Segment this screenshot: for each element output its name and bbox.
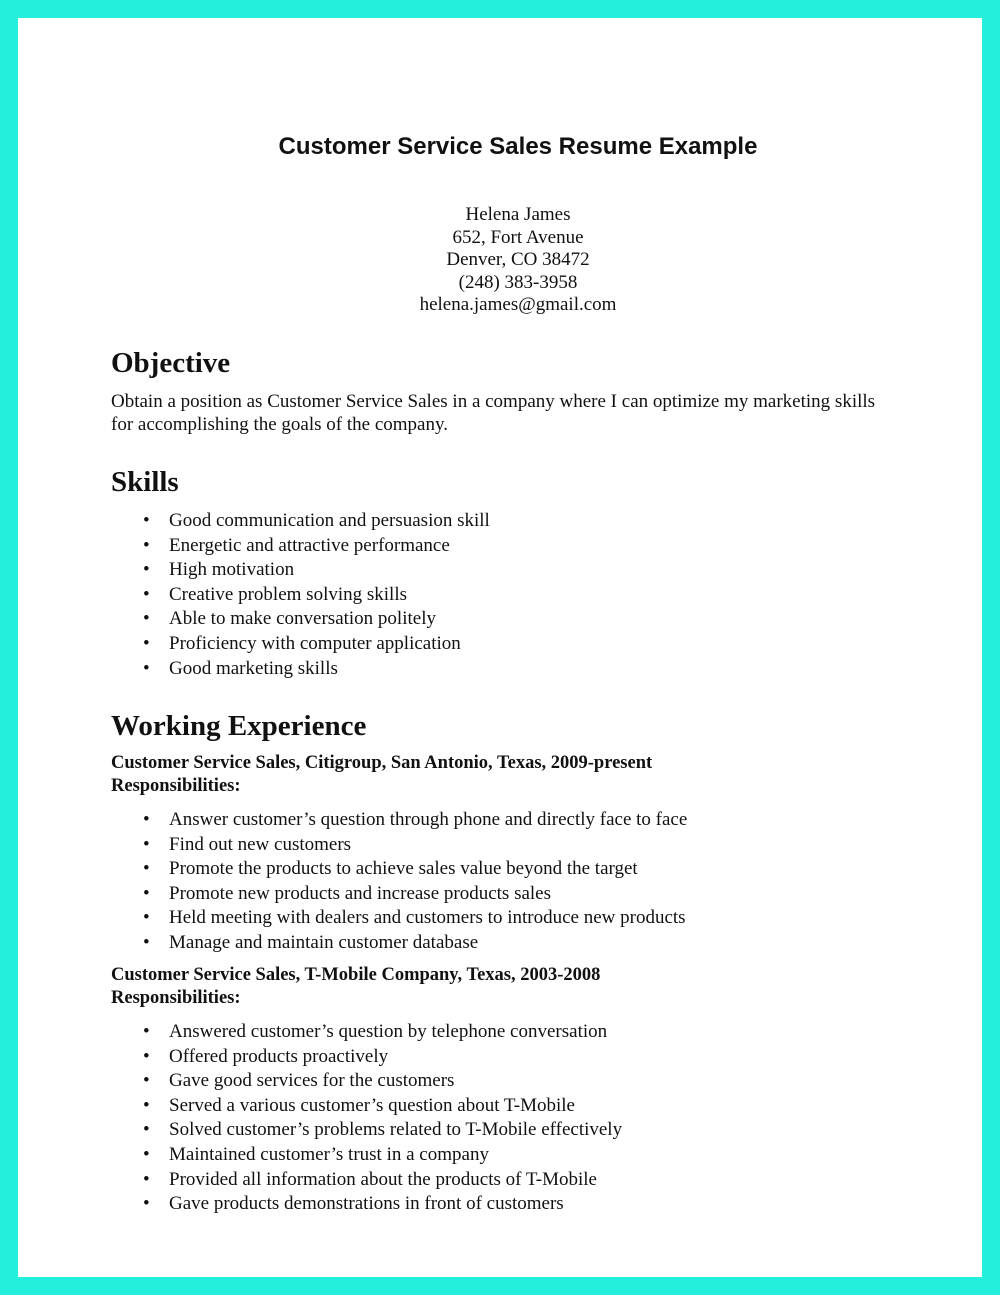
job-2-title: Customer Service Sales, T-Mobile Company, Texas, 2003-2008 — [111, 965, 601, 985]
contact-name: Helena James — [465, 204, 571, 225]
document-title: Customer Service Sales Resume Example — [278, 133, 758, 160]
contact-city: Denver, CO 38472 — [446, 249, 590, 270]
list-item: • Answer customer’s question through phone and directly face to face — [143, 809, 688, 830]
job-2-responsibilities — [18, 1020, 622, 1217]
list-item: • High motivation — [143, 559, 295, 581]
contact-phone: (248) 383-3958 — [458, 271, 578, 293]
objective-line-2: for accomplishing the goals of the company. — [111, 414, 448, 435]
skills-list — [18, 509, 490, 681]
list-item: • Creative problem solving skills — [143, 583, 408, 605]
list-item: • Served a various customer’s question about T-Mobile — [143, 1094, 575, 1116]
list-item: • Good communication and persuasion skill — [143, 510, 490, 531]
list-item: • Energetic and attractive performance — [143, 534, 450, 556]
list-item: • Offered products proactively — [143, 1045, 389, 1067]
job-1-header — [111, 752, 652, 798]
objective-text — [111, 390, 931, 436]
experience-heading: Working Experience — [111, 710, 367, 742]
contact-email: helena.james@gmail.com — [419, 294, 617, 315]
objective-line-1: Obtain a position as Customer Service Sales in a company where I can optimize my marketing skills — [111, 391, 876, 412]
list-item: • Solved customer’s problems related to T-Mobile effectively — [143, 1119, 623, 1141]
list-item: • Gave products demonstrations in front of customers — [143, 1193, 564, 1215]
job-1-responsibilities-label: Responsibilities: — [111, 776, 241, 796]
list-item: • Good marketing skills — [143, 657, 338, 679]
list-item: • Promote the products to achieve sales value beyond the target — [143, 858, 638, 880]
job-2-responsibilities-label: Responsibilities: — [111, 988, 241, 1008]
list-item: • Proficiency with computer application — [143, 632, 461, 654]
list-item: • Find out new customers — [143, 833, 352, 855]
list-item: • Provided all information about the products of T-Mobile — [143, 1168, 597, 1190]
job-1-title: Customer Service Sales, Citigroup, San Antonio, Texas, 2009-present — [111, 753, 653, 773]
list-item: • Manage and maintain customer database — [143, 931, 479, 953]
list-item: • Held meeting with dealers and customers to introduce new products — [143, 907, 686, 929]
job-1-responsibilities — [18, 808, 687, 956]
list-item: • Able to make conversation politely — [143, 608, 436, 630]
list-item: • Answered customer’s question by telephone conversation — [143, 1021, 608, 1042]
contact-address: 652, Fort Avenue — [452, 226, 584, 248]
list-item: • Maintained customer’s trust in a company — [143, 1143, 489, 1165]
list-item: • Promote new products and increase products sales — [143, 882, 552, 904]
skills-heading: Skills — [111, 466, 179, 498]
objective-heading: Objective — [111, 347, 231, 379]
list-item: • Gave good services for the customers — [143, 1070, 455, 1092]
contact-block — [18, 204, 1000, 317]
job-2-header — [111, 964, 600, 1010]
